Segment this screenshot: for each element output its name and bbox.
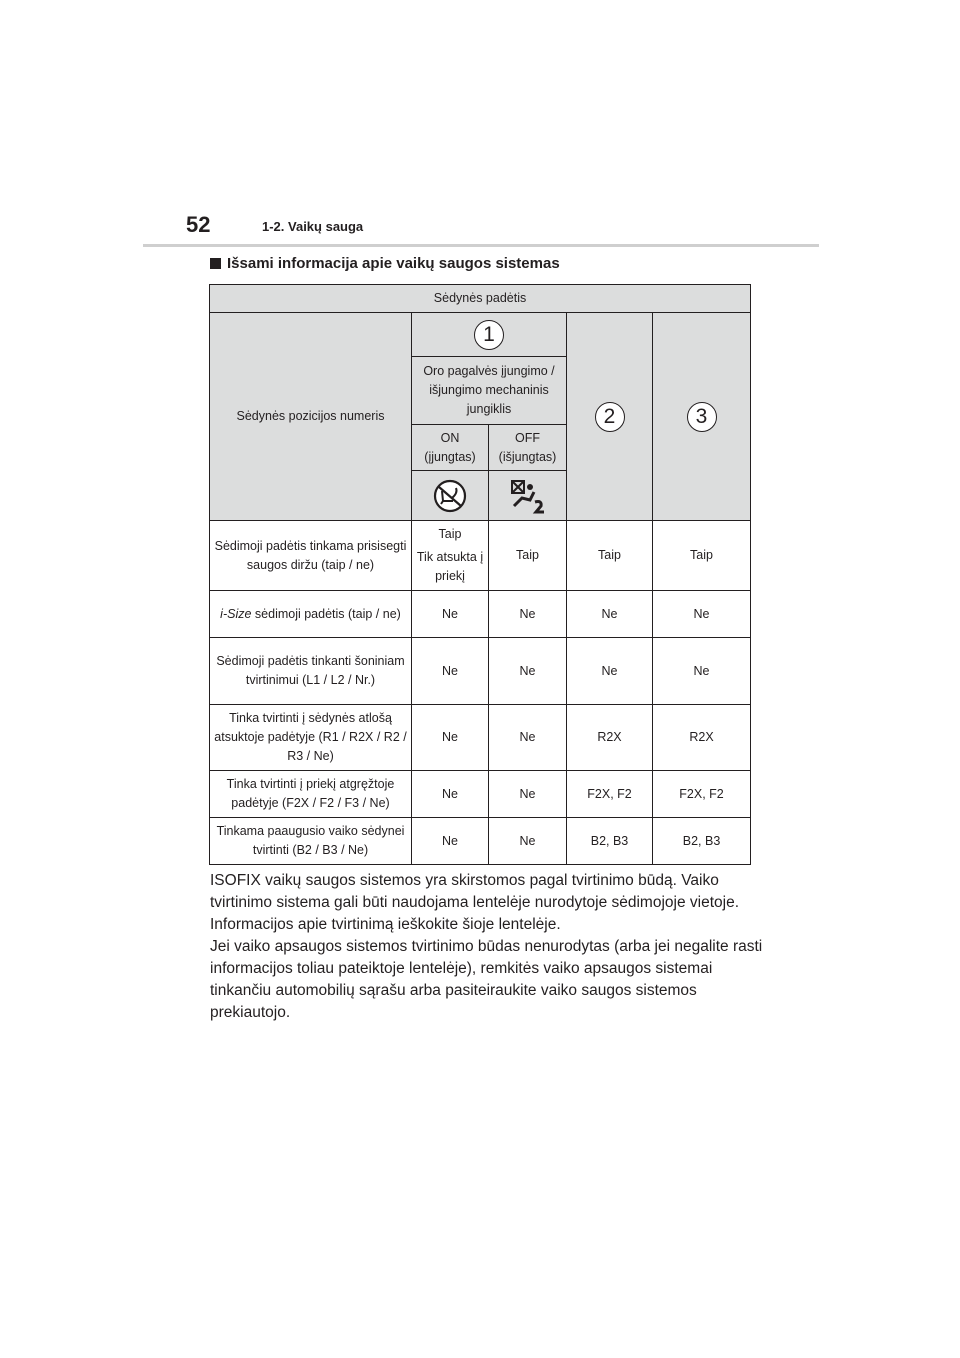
row-belt-seat3-value: Taip: [653, 521, 751, 591]
row-booster-seat2-value: B2, B3: [567, 818, 653, 865]
airbag-off-indicator-icon: [432, 479, 468, 513]
row-booster-on-value: Ne: [412, 818, 489, 865]
row-belt-on-note: Tik atsukta į priekį: [416, 550, 484, 583]
row-lateral-off-value: Ne: [489, 638, 567, 705]
header-divider: [143, 244, 819, 247]
row-lateral-on-value: Ne: [412, 638, 489, 705]
row-label-rear-facing: Tinka tvirtinti į sėdynės atlošą atsuktoje padėtyje (R1 / R2X / R2 / R3 / Ne): [210, 705, 412, 771]
section-title: 1-2. Vaikų sauga: [262, 219, 364, 234]
row-forward-facing-seat2-value: F2X, F2: [567, 771, 653, 818]
seat-2-header: [567, 313, 653, 521]
row-isize-on-value: Ne: [412, 591, 489, 638]
isize-label-rest: sėdimoji padėtis (taip / ne): [251, 606, 401, 621]
seat-3-header: [653, 313, 751, 521]
unlisted-method-paragraph: Jei vaiko apsaugos sistemos tvirtinimo būdas nenurodytas (arba jei negalite rasti informacijos toliau pateiktoje lentelėje), remkitės vaiko apsaugos sistemai tinkančiu automobilių sąrašu arba pasiteiraukite vaiko saugos sistemos prekiautojo.: [210, 938, 763, 1021]
row-isize-off-value: Ne: [489, 591, 567, 638]
row-rear-facing-on-value: Ne: [412, 705, 489, 771]
row-belt-on-value: Taip: [438, 527, 462, 542]
row-belt-off-value: Taip: [489, 521, 567, 591]
row-booster-off-value: Ne: [489, 818, 567, 865]
row-booster-seat3-value: B2, B3: [653, 818, 751, 865]
row-belt-on-cell: [412, 521, 489, 591]
row-isize-seat2-value: Ne: [567, 591, 653, 638]
page-number: 52: [186, 212, 211, 237]
row-label-forward-facing: Tinka tvirtinti į priekį atgręžtoje padėtyje (F2X / F2 / F3 / Ne): [210, 771, 412, 818]
seat-position-header: Sėdynės padėtis: [210, 285, 751, 313]
row-label-isize: [210, 591, 412, 638]
switch-on-label: ON (įjungtas): [412, 425, 489, 471]
position-number-label: Sėdynės pozicijos numeris: [210, 313, 412, 521]
child-seat-table: [209, 284, 751, 865]
isofix-paragraph: ISOFIX vaikų saugos sistemos yra skirstomos pagal tvirtinimo būdą. Vaiko tvirtinimo sistema gali būti naudojama lentelėje nurodytoje sėdimojoje vietoje. Informacijos apie tvirtinimą ieškokite šioje lentelėje.: [210, 872, 740, 933]
row-forward-facing-off-value: Ne: [489, 771, 567, 818]
row-forward-facing-on-value: Ne: [412, 771, 489, 818]
row-belt-seat2-value: Taip: [567, 521, 653, 591]
row-rear-facing-seat2-value: R2X: [567, 705, 653, 771]
isize-label: i-Size: [220, 606, 252, 621]
subheading: [210, 255, 560, 272]
row-forward-facing-seat3-value: F2X, F2: [653, 771, 751, 818]
row-label-booster: Tinkama paaugusio vaiko sėdynei tvirtinti (B2 / B3 / Ne): [210, 818, 412, 865]
row-label-lateral: Sėdimoji padėtis tinkanti šoniniam tvirtinimui (L1 / L2 / Nr.): [210, 638, 412, 705]
row-lateral-seat2-value: Ne: [567, 638, 653, 705]
bullet-square-icon: [210, 258, 221, 269]
row-rear-facing-seat3-value: R2X: [653, 705, 751, 771]
row-isize-seat3-value: Ne: [653, 591, 751, 638]
seat-number-2: 2: [595, 402, 625, 432]
row-rear-facing-off-value: Ne: [489, 705, 567, 771]
seat-1-header: [412, 313, 567, 357]
airbag-off-icon-cell: [412, 471, 489, 521]
child-seat-prohibited-icon-cell: [489, 471, 567, 521]
row-label-belt: Sėdimoji padėtis tinkama prisisegti saugos diržu (taip / ne): [210, 521, 412, 591]
seat-number-1: 1: [474, 320, 504, 350]
switch-off-label: OFF (išjungtas): [489, 425, 567, 471]
seat-number-3: 3: [687, 402, 717, 432]
airbag-child-seat-prohibited-icon: [508, 478, 548, 514]
row-lateral-seat3-value: Ne: [653, 638, 751, 705]
subheading-text: Išsami informacija apie vaikų saugos sistemas: [227, 255, 560, 272]
airbag-switch-label: Oro pagalvės įjungimo / išjungimo mechaninis jungiklis: [412, 357, 567, 425]
